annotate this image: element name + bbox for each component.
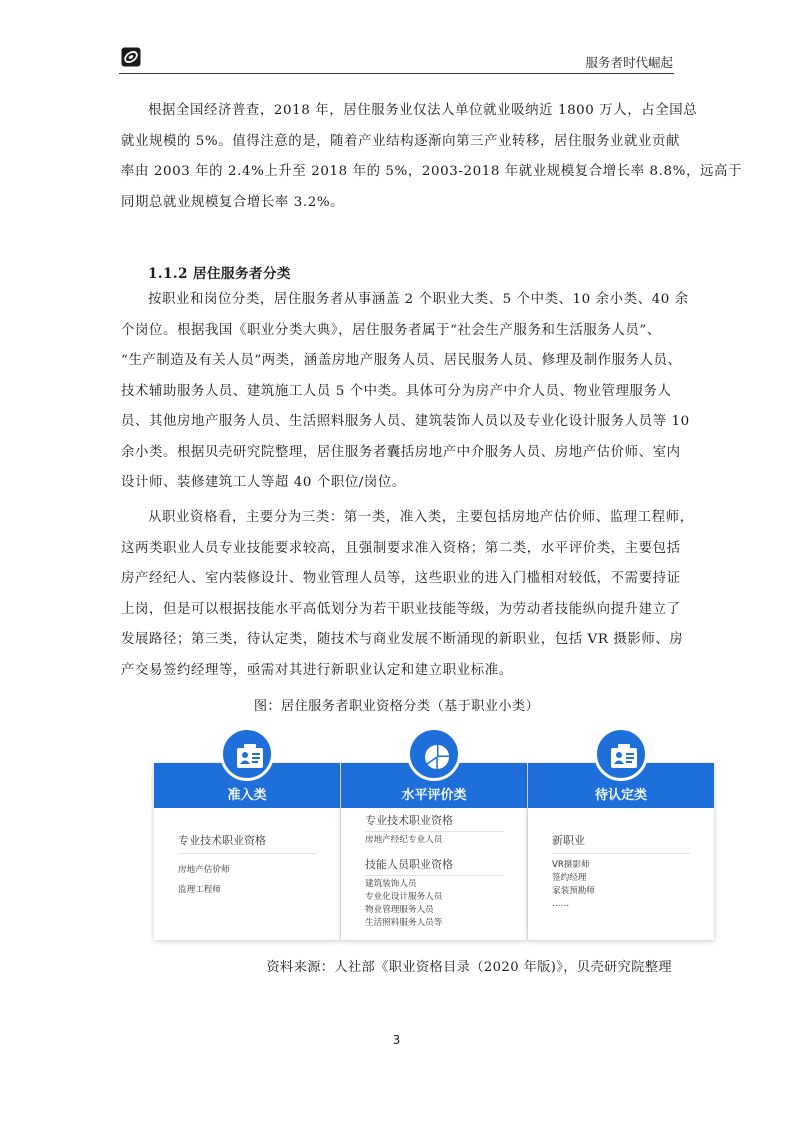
list-item: 物业管理服务人员 <box>365 905 434 915</box>
header-title: 服务者时代崛起 <box>585 55 673 70</box>
paragraph-line: 余小类。根据贝壳研究院整理，居住服务者囊括房地产中介服务人员、房地产估价师、室内 <box>121 444 681 460</box>
paragraph-line: 发展路径；第三类，待认定类，随技术与商业发展不断涌现的新职业，包括 VR 摄影师、房 <box>121 632 684 647</box>
group-heading: 技能人员职业资格 <box>365 856 503 876</box>
paragraph-line: 员、其他房地产服务人员、生活照料服务人员、建筑装饰人员以及专业化设计服务人员等 10 <box>121 414 690 429</box>
list-item: 建筑装饰人员 <box>365 879 417 889</box>
paragraph-line: 技术辅助服务人员、建筑施工人员 5 个中类。具体可分为房产中介人员、物业管理服务人 <box>121 383 672 399</box>
group-heading: 专业技术职业资格 <box>178 832 316 854</box>
header-divider <box>119 73 674 74</box>
paragraph-line: “生产制造及有关人员”两类，涵盖房地产服务人员、居民服务人员、修理及制作服务人员、 <box>121 353 682 368</box>
id-card-icon <box>220 727 274 781</box>
card-access-category <box>154 763 340 940</box>
figure-source: 资料来源：人社部《职业资格目录（2020 年版)》，贝壳研究院整理 <box>266 960 672 975</box>
section-heading: 1.1.2 居住服务者分类 <box>148 266 291 282</box>
card-title: 水平评价类 <box>341 763 527 808</box>
paragraph-qualification <box>121 503 694 686</box>
paragraph-line: 产交易签约经理等，亟需对其进行新职业认定和建立职业标准。 <box>121 662 513 678</box>
list-item: VR摄影师 <box>552 860 590 870</box>
paragraph-line: 从职业资格看，主要分为三类：第一类，准入类，主要包括房地产估价师、监理工程师， <box>148 510 694 525</box>
paragraph-line: 率由 2003 年的 2.4%上升至 2018 年的 5%，2003-2018 年就业规模复合增长率 8.8%，远高于 <box>121 164 742 179</box>
card-title: 准入类 <box>154 763 340 808</box>
list-item: 生活照料服务人员等 <box>365 918 443 928</box>
figure-caption: 图：居住服务者职业资格分类（基于职业小类） <box>253 699 540 714</box>
list-item: 房地产经纪专业人员 <box>365 835 443 845</box>
list-item: 签约经理 <box>552 873 587 883</box>
paragraph-classification <box>121 285 690 499</box>
paragraph-line: 房产经纪人、室内装修设计、物业管理人员等，这些职业的进入门槛相对较低，不需要持证 <box>121 571 681 586</box>
list-item: 房地产估价师 <box>178 865 230 875</box>
paragraph-line: 这两类职业人员专业技能要求较高，且强制要求准入资格；第二类，水平评价类，主要包括 <box>121 540 681 556</box>
card-level-evaluation-category <box>341 763 527 940</box>
paragraph-employment <box>121 96 742 218</box>
list-item: 监理工程师 <box>178 885 221 895</box>
list-item: 专业化设计服务人员 <box>365 892 443 902</box>
paragraph-line: 个岗位。根据我国《职业分类大典》，居住服务者属于“社会生产服务和生活服务人员”、 <box>121 322 661 338</box>
paragraph-line: 同期总就业规模复合增长率 3.2%。 <box>121 194 345 210</box>
paragraph-line: 按职业和岗位分类，居住服务者从事涵盖 2 个职业大类、5 个中类、10 余小类、40 余 <box>148 292 689 307</box>
paragraph-line: 根据全国经济普查，2018 年，居住服务业仅法人单位就业吸纳近 1800 万人，占全国总 <box>148 103 698 118</box>
card-pending-category <box>528 763 714 940</box>
group-heading: 专业技术职业资格 <box>365 812 503 832</box>
paragraph-line: 就业规模的 5%。值得注意的是，随着产业结构逐渐向第三产业转移，居住服务业就业贡献 <box>121 133 680 149</box>
pie-chart-icon <box>407 727 461 781</box>
list-item: 家装预勘师 <box>552 886 595 896</box>
company-logo-icon <box>121 47 141 67</box>
paragraph-line: 设计师、装修建筑工人等超 40 个职位/岗位。 <box>121 475 406 490</box>
list-item: …… <box>552 899 570 909</box>
group-heading: 新职业 <box>552 832 690 854</box>
paragraph-line: 上岗，但是可以根据技能水平高低划分为若干职业技能等级，为劳动者技能纵向提升建立了 <box>121 601 681 617</box>
card-title: 待认定类 <box>528 763 714 808</box>
id-card-icon <box>594 727 648 781</box>
page-number: 3 <box>392 1033 401 1047</box>
